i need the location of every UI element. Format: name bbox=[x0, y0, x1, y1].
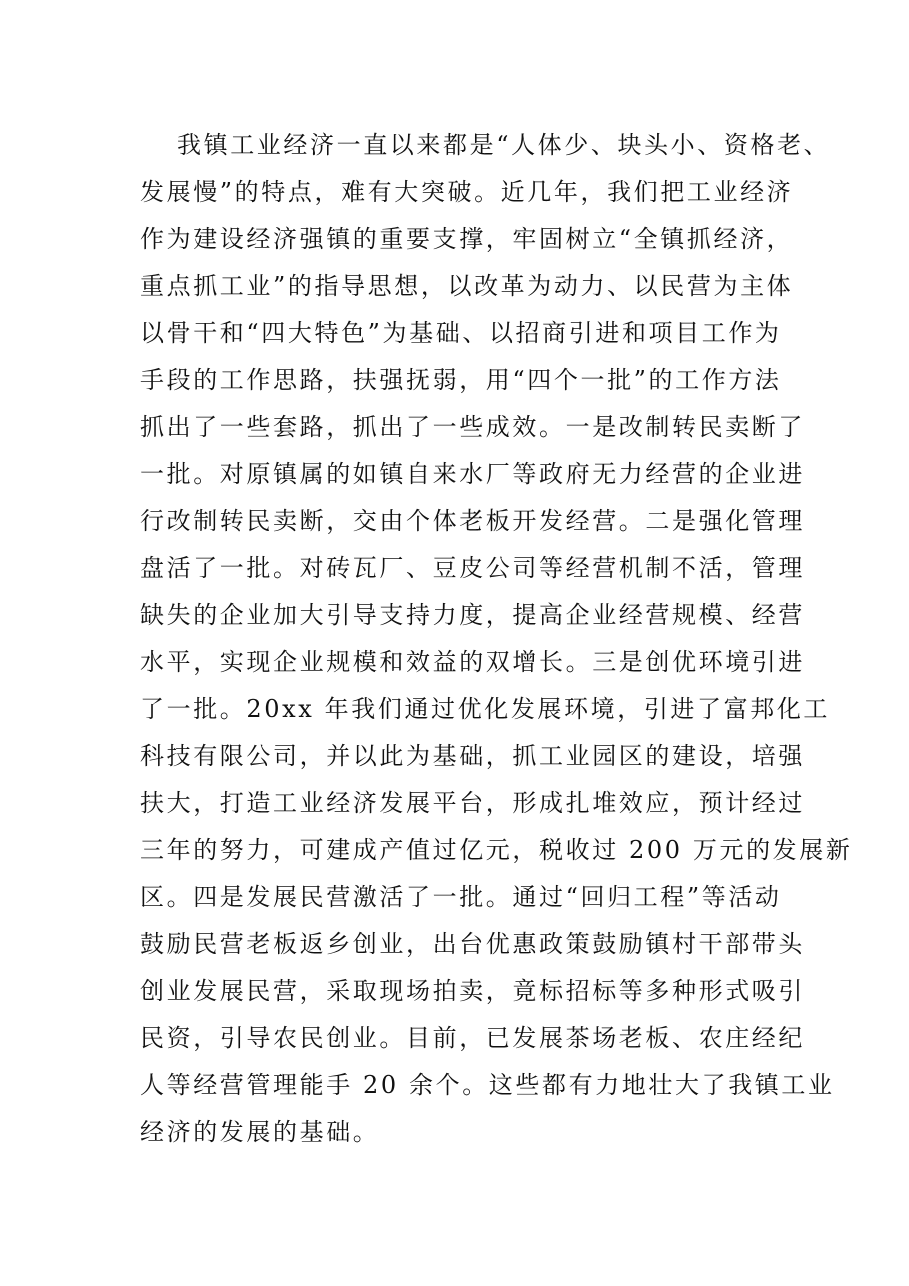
paragraph-line: 经济的发展的基础。 bbox=[140, 1118, 380, 1146]
paragraph-line: 抓出了一些套路，抓出了一些成效。一是改制转民卖断了 bbox=[140, 413, 805, 441]
paragraph-line: 行改制转民卖断，交由个体老板开发经营。二是强化管理 bbox=[140, 507, 805, 535]
paragraph-line: 一批。对原镇属的如镇自来水厂等政府无力经营的企业进 bbox=[140, 460, 805, 488]
paragraph-line: 我镇工业经济一直以来都是“人体少、块头小、资格老、 bbox=[177, 131, 831, 159]
paragraph-line: 人等经营管理能手 20 余个。这些都有力地壮大了我镇工业 bbox=[140, 1071, 835, 1099]
paragraph-line: 了一批。20xx 年我们通过优化发展环境，引进了富邦化工 bbox=[140, 695, 831, 723]
paragraph-line: 发展慢”的特点，难有大突破。近几年，我们把工业经济 bbox=[140, 178, 794, 206]
paragraph-line: 创业发展民营，采取现场拍卖，竟标招标等多种形式吸引 bbox=[140, 977, 805, 1005]
paragraph-line: 三年的努力，可建成产值过亿元，税收过 200 万元的发展新 bbox=[140, 836, 853, 864]
paragraph-line: 重点抓工业”的指导思想，以改革为动力、以民营为主体 bbox=[140, 272, 794, 300]
paragraph-line: 盘活了一批。对砖瓦厂、豆皮公司等经营机制不活，管理 bbox=[140, 554, 805, 582]
paragraph-line: 区。四是发展民营激活了一批。通过“回归工程”等活动 bbox=[140, 883, 782, 911]
paragraph-line: 扶大，打造工业经济发展平台，形成扎堆效应，预计经过 bbox=[140, 789, 805, 817]
paragraph-line: 作为建设经济强镇的重要支撑，牢固树立“全镇抓经济， bbox=[140, 225, 794, 253]
paragraph-line: 民资，引导农民创业。目前，已发展茶场老板、农庄经纪 bbox=[140, 1024, 805, 1052]
paragraph-line: 缺失的企业加大引导支持力度，提高企业经营规模、经营 bbox=[140, 601, 805, 629]
paragraph-line: 手段的工作思路，扶强抚弱，用“四个一批”的工作方法 bbox=[140, 366, 782, 394]
paragraph-line: 科技有限公司，并以此为基础，抓工业园区的建设，培强 bbox=[140, 742, 805, 770]
paragraph-line: 以骨干和“四大特色”为基础、以招商引进和项目工作为 bbox=[140, 319, 782, 347]
paragraph-line: 水平，实现企业规模和效益的双增长。三是创优环境引进 bbox=[140, 648, 805, 676]
paragraph-line: 鼓励民营老板返乡创业，出台优惠政策鼓励镇村干部带头 bbox=[140, 930, 805, 958]
